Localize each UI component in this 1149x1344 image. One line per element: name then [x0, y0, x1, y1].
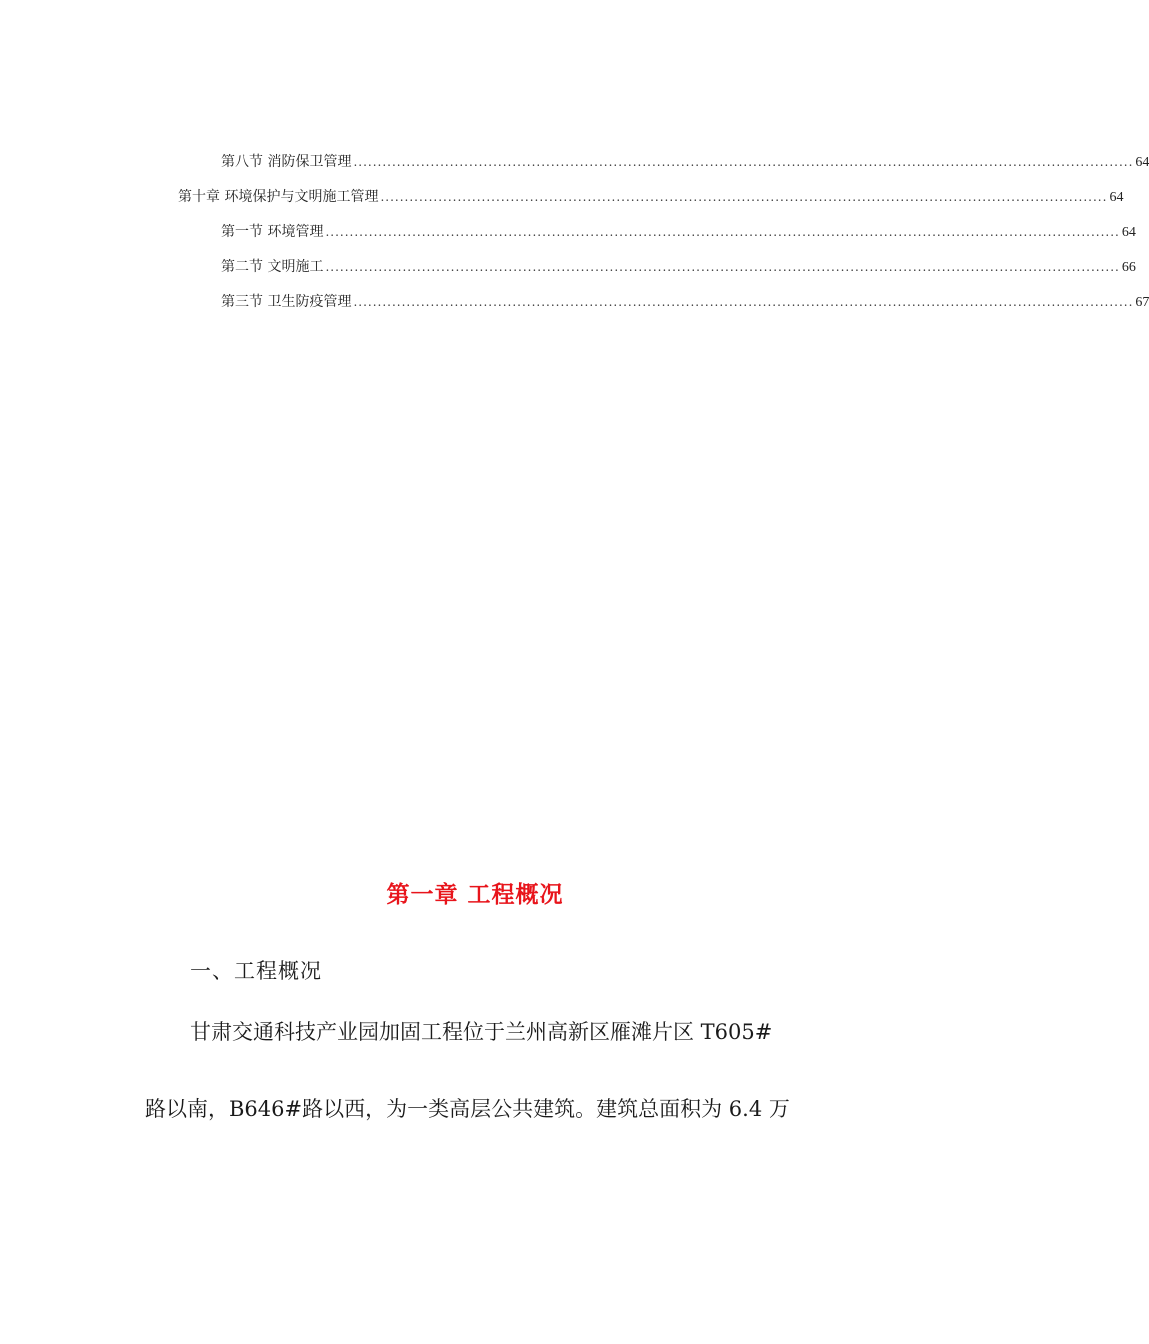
toc-entry-label: 第一节 环境管理 [221, 224, 324, 240]
toc-page-number: 64 [1109, 190, 1124, 205]
body-text-line: 甘肃交通科技产业园加固工程位于兰州高新区雁滩片区 T605# [190, 1020, 773, 1044]
toc-entry[interactable] [221, 223, 1136, 242]
toc-entry[interactable] [221, 153, 1149, 172]
toc-dot-leader: ..................................................................................................................................................................... [325, 260, 1120, 274]
toc-entry-label: 第八节 消防保卫管理 [221, 154, 352, 170]
toc-page-number: 67 [1135, 295, 1149, 310]
toc-dot-leader: .................................................................................................................................................................. [353, 295, 1134, 309]
chapter-title: 第一章 工程概况 [386, 882, 564, 908]
body-text-line: 路以南，B646#路以西，为一类高层公共建筑。建筑总面积为 6.4 万 [145, 1097, 790, 1121]
toc-page-number: 64 [1135, 155, 1149, 170]
toc-entry[interactable] [221, 258, 1136, 277]
toc-dot-leader: .................................................................................................................................................................. [353, 155, 1134, 169]
toc-entry-label: 第三节 卫生防疫管理 [221, 294, 352, 310]
toc-dot-leader: ....................................................................................................................................................... [380, 190, 1108, 204]
toc-entry-label: 第二节 文明施工 [221, 259, 324, 275]
toc-entry[interactable] [178, 188, 1124, 207]
toc-dot-leader: ..................................................................................................................................................................... [325, 225, 1120, 239]
toc-entry-label: 第十章 环境保护与文明施工管理 [178, 189, 379, 205]
toc-page-number: 66 [1121, 260, 1136, 275]
section-heading: 一、工程概况 [190, 959, 322, 983]
toc-page-number: 64 [1121, 225, 1136, 240]
toc-entry[interactable] [221, 293, 1149, 312]
